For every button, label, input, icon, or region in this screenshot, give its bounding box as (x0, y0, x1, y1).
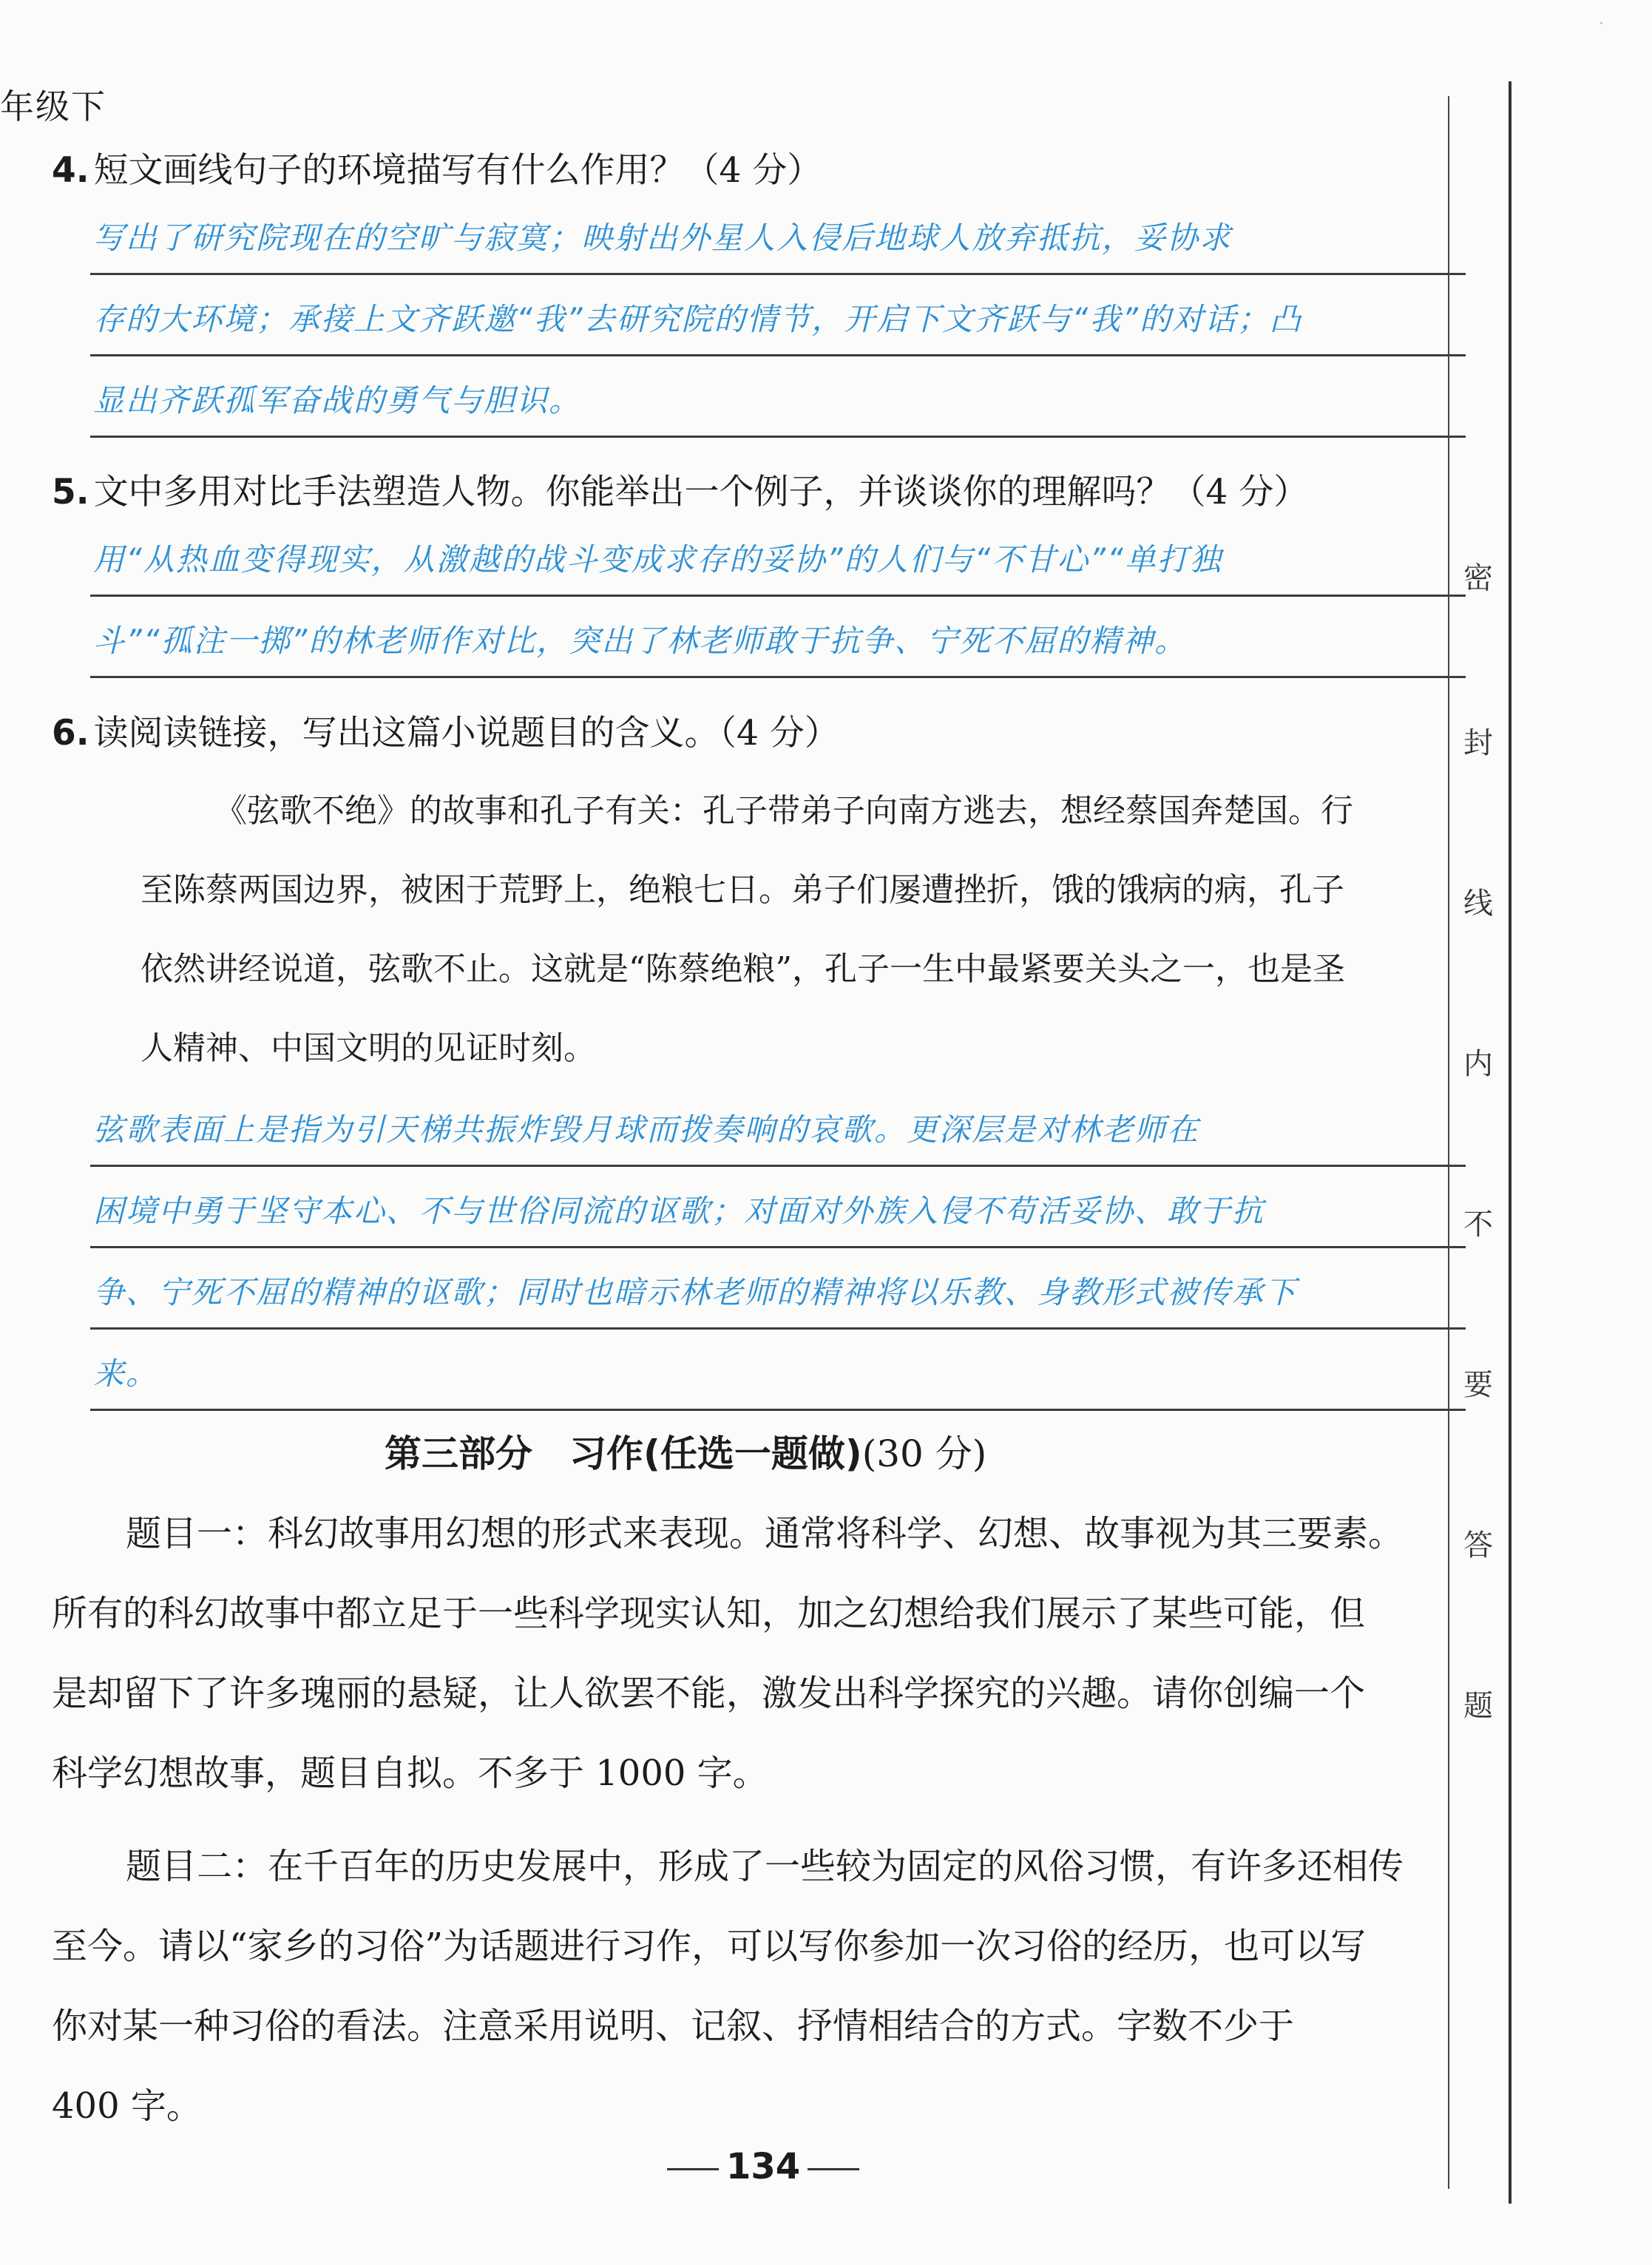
answer-line: 困境中勇于坚守本心、不与世俗同流的讴歌；对面对外族入侵不苟活妥协、敢于抗 (90, 1167, 1466, 1248)
question-5 (52, 472, 1309, 512)
page-number-dash-right (808, 2168, 859, 2170)
question-text: 文中多用对比手法塑造人物。你能举出一个例子，并谈谈你的理解吗？（4 分） (93, 472, 1309, 512)
answer-line: 用“从热血变得现实，从激越的战斗变成求存的妥协”的人们与“不甘心”“单打独 (90, 515, 1466, 597)
seal-char: 内 (1463, 1047, 1493, 1081)
topic-one-line: 所有的科幻故事中都立足于一些科学现实认知，加之幻想给我们展示了某些可能，但 (52, 1593, 1366, 1634)
answer-line: 来。 (90, 1330, 1466, 1411)
reading-link-line: 依然讲经说道，弦歌不止。这就是“陈蔡绝粮”，孔子一生中最紧要关头之一，也是圣 (141, 950, 1345, 988)
section-points: (30 分) (861, 1432, 987, 1475)
section-title-text: 第三部分 习作(任选一题做) (385, 1432, 862, 1475)
reading-link-line: 人精神、中国文明的见证时刻。 (141, 1029, 596, 1067)
topic-one-line: 是却留下了许多瑰丽的悬疑，让人欲罢不能，激发出科学探究的兴趣。请你创编一个 (52, 1673, 1366, 1714)
topic-two-line: 400 字。 (52, 2085, 202, 2127)
seal-char: 密 (1463, 561, 1493, 595)
answer-line: 写出了研究院现在的空旷与寂寞；映射出外星人入侵后地球人放弃抵抗，妥协求 (90, 194, 1466, 275)
question-4 (52, 150, 822, 191)
seal-char: 线 (1463, 887, 1493, 921)
question-number: 6. (52, 713, 89, 754)
topic-two-line: 你对某一种习俗的看法。注意采用说明、记叙、抒情相结合的方式。字数不少于 (52, 2005, 1295, 2047)
question-6 (52, 713, 839, 754)
answer-line: 弦歌表面上是指为引天梯共振炸毁月球而拨奏响的哀歌。更深层是对林老师在 (90, 1086, 1466, 1167)
answer-line: 显出齐跃孤军奋战的勇气与胆识。 (90, 356, 1466, 438)
answer-line: 存的大环境；承接上文齐跃邀“我”去研究院的情节，开启下文齐跃与“我”的对话；凸 (90, 275, 1466, 356)
seal-char: 题 (1463, 1689, 1493, 1723)
reading-link-line: 至陈蔡两国边界，被困于荒野上，绝粮七日。弟子们屡遭挫折，饿的饿病的病，孔子 (141, 871, 1344, 909)
section-title (385, 1424, 986, 1477)
seal-char: 要 (1463, 1368, 1493, 1402)
answer-line: 斗”“孤注一掷”的林老师作对比，突出了林老师敢于抗争、宁死不屈的精神。 (90, 597, 1466, 678)
topic-two-line: 题目二：在千百年的历史发展中，形成了一些较为固定的风俗习惯，有许多还相传 (126, 1846, 1404, 1887)
grade-label: 年级下 (0, 87, 106, 126)
answer-line: 争、宁死不屈的精神的讴歌；同时也暗示林老师的精神将以乐教、身教形式被传承下 (90, 1248, 1466, 1330)
page-number-dash-left (667, 2168, 719, 2170)
topic-one-line: 科学幻想故事，题目自拟。不多于 1000 字。 (52, 1753, 768, 1794)
seal-char: 不 (1463, 1208, 1493, 1242)
question-text: 短文画线句子的环境描写有什么作用？（4 分） (93, 150, 822, 191)
reading-link-line: 《弦歌不绝》的故事和孔子有关：孔子带弟子向南方逃去，想经蔡国奔楚国。行 (214, 792, 1353, 830)
page-number (660, 2146, 867, 2187)
seal-char: 封 (1463, 726, 1493, 760)
topic-two-line: 至今。请以“家乡的习俗”为话题进行习作，可以写你参加一次习俗的经历，也可以写 (52, 1926, 1367, 1967)
question-number: 4. (52, 150, 89, 191)
seal-char: 答 (1463, 1528, 1493, 1563)
question-text: 读阅读链接，写出这篇小说题目的含义。（4 分） (93, 713, 839, 754)
binding-rule-inner (1448, 96, 1449, 2189)
binding-rule-outer (1509, 81, 1511, 2204)
page-number-text: 134 (726, 2146, 801, 2187)
topic-one-line: 题目一：科幻故事用幻想的形式来表现。通常将科学、幻想、故事视为其三要素。 (126, 1513, 1404, 1554)
question-number: 5. (52, 472, 89, 512)
corner-mark: · (1599, 15, 1604, 33)
